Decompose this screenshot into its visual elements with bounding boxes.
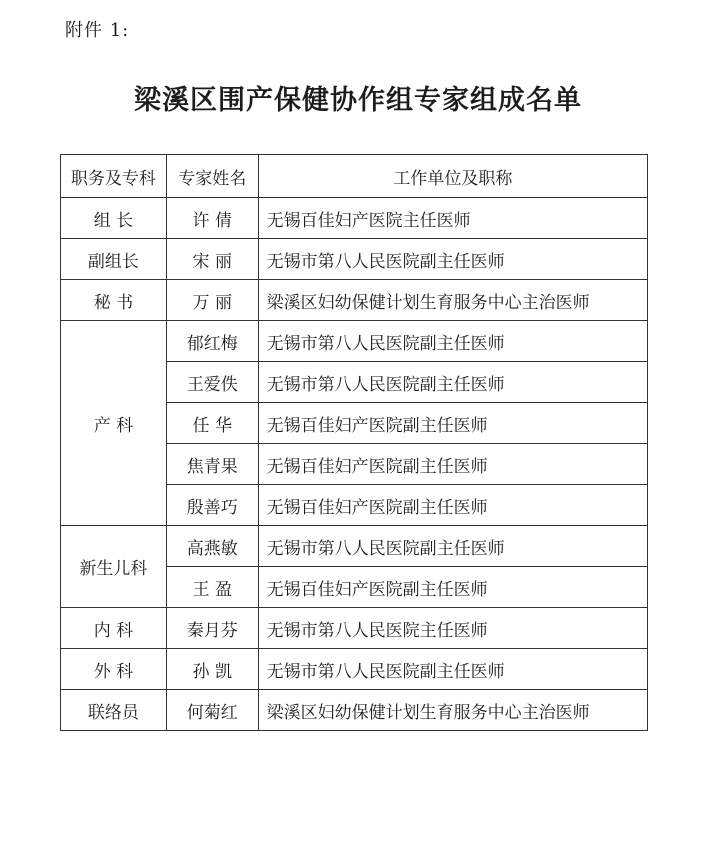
expert-roster-table bbox=[60, 154, 648, 731]
unit-cell: 无锡市第八人民医院副主任医师 bbox=[258, 526, 647, 567]
table-row bbox=[61, 649, 648, 690]
unit-cell: 无锡市第八人民医院副主任医师 bbox=[258, 239, 647, 280]
name-cell: 殷善巧 bbox=[166, 485, 258, 526]
role-cell: 联络员 bbox=[61, 690, 167, 731]
unit-cell: 无锡百佳妇产医院主任医师 bbox=[258, 198, 647, 239]
table-row bbox=[61, 608, 648, 649]
unit-cell: 无锡市第八人民医院副主任医师 bbox=[258, 362, 647, 403]
unit-cell: 无锡市第八人民医院主任医师 bbox=[258, 608, 647, 649]
unit-cell: 无锡百佳妇产医院副主任医师 bbox=[258, 485, 647, 526]
name-cell: 焦青果 bbox=[166, 444, 258, 485]
role-cell: 新生儿科 bbox=[61, 526, 167, 608]
name-cell: 孙 凯 bbox=[166, 649, 258, 690]
name-cell: 王爱佚 bbox=[166, 362, 258, 403]
header-role: 职务及专科 bbox=[61, 155, 167, 198]
name-cell: 何菊红 bbox=[166, 690, 258, 731]
table-row bbox=[61, 321, 648, 362]
name-cell: 高燕敏 bbox=[166, 526, 258, 567]
role-cell: 秘 书 bbox=[61, 280, 167, 321]
name-cell: 万 丽 bbox=[166, 280, 258, 321]
role-cell: 组 长 bbox=[61, 198, 167, 239]
name-cell: 王 盈 bbox=[166, 567, 258, 608]
name-cell: 任 华 bbox=[166, 403, 258, 444]
role-cell: 外 科 bbox=[61, 649, 167, 690]
name-cell: 郁红梅 bbox=[166, 321, 258, 362]
unit-cell: 无锡百佳妇产医院副主任医师 bbox=[258, 444, 647, 485]
unit-cell: 无锡百佳妇产医院副主任医师 bbox=[258, 403, 647, 444]
name-cell: 宋 丽 bbox=[166, 239, 258, 280]
name-cell: 许 倩 bbox=[166, 198, 258, 239]
document-title: 梁溪区围产保健协作组专家组成名单 bbox=[134, 85, 582, 116]
table-header-row bbox=[61, 155, 648, 198]
header-unit: 工作单位及职称 bbox=[258, 155, 647, 198]
attachment-label: 附件 1: bbox=[65, 20, 130, 41]
unit-cell: 梁溪区妇幼保健计划生育服务中心主治医师 bbox=[258, 690, 647, 731]
table-row bbox=[61, 198, 648, 239]
unit-cell: 无锡市第八人民医院副主任医师 bbox=[258, 321, 647, 362]
unit-cell: 无锡市第八人民医院副主任医师 bbox=[258, 649, 647, 690]
name-cell: 秦月芬 bbox=[166, 608, 258, 649]
role-cell: 产 科 bbox=[61, 321, 167, 526]
role-cell: 内 科 bbox=[61, 608, 167, 649]
table-row bbox=[61, 526, 648, 567]
table-row bbox=[61, 239, 648, 280]
role-cell: 副组长 bbox=[61, 239, 167, 280]
header-name: 专家姓名 bbox=[166, 155, 258, 198]
unit-cell: 梁溪区妇幼保健计划生育服务中心主治医师 bbox=[258, 280, 647, 321]
table-row bbox=[61, 280, 648, 321]
unit-cell: 无锡百佳妇产医院副主任医师 bbox=[258, 567, 647, 608]
table-row bbox=[61, 690, 648, 731]
